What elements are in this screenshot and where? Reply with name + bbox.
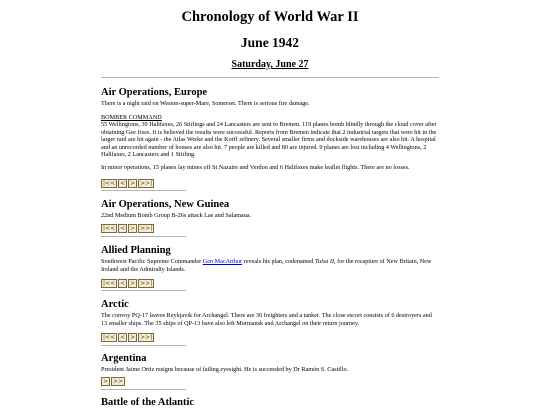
section-heading: Argentina <box>101 353 147 364</box>
nav-last-button[interactable]: >>| <box>140 224 153 232</box>
divider <box>101 389 186 390</box>
nav-row <box>101 179 154 187</box>
nav-prev-button[interactable]: < <box>120 179 126 187</box>
section-intro: Southwest Pacific Supreme Commander Gen MacArthur reveals his plan, codenamed Tulsa II, for the recapture of New Britain, New Ireland and the Admiralty Islands. <box>101 258 432 273</box>
section-intro: There is a night raid on Weston-super-Mare, Somerset. There is serious fire damage. <box>101 100 310 107</box>
nav-first-button[interactable]: |<< <box>103 179 116 187</box>
nav-next-button[interactable]: > <box>130 333 136 341</box>
section-battle-of-the-atlantic <box>101 397 439 410</box>
section-extra: In minor operations, 15 planes lay mines off St Nazaire and Verdon and 6 Halifaxes make leaflet flights. There are no losses. <box>101 163 410 171</box>
nav-row <box>101 224 154 232</box>
section-argentina <box>101 353 439 374</box>
bomber-command-label: BOMBER COMMAND <box>101 113 162 121</box>
section-intro: 22nd Medium Bomb Group B-26s attack Lae and Salamaua. <box>101 212 252 219</box>
nav-row <box>101 279 154 287</box>
section-air-operations-europe <box>101 87 439 171</box>
section-intro: The convoy PQ-17 leaves Reykjavik for Archangel. There are 36 freighters and a tanker. The close escort consists of 6 destroyers and 13 smaller ships. The 35 ships of QP-13 have also left Murmansk and Archangel on their return journey. <box>101 312 432 327</box>
divider <box>101 345 186 346</box>
nav-prev-button[interactable]: < <box>120 333 126 341</box>
section-heading: Allied Planning <box>101 245 171 256</box>
nav-row <box>101 333 154 341</box>
nav-row <box>101 377 125 385</box>
nav-last-button[interactable]: >>| <box>140 279 153 287</box>
nav-prev-button[interactable]: < <box>120 224 126 232</box>
section-heading: Air Operations, Europe <box>101 87 208 98</box>
section-intro: President Jaime Ortiz resigns because of failing eyesight. He is succeeded by Dr Ramón S. Castillo. <box>101 366 349 373</box>
nav-first-button[interactable]: |<< <box>103 224 116 232</box>
divider <box>101 236 186 237</box>
month-title: June 1942 <box>240 35 300 50</box>
divider <box>101 290 186 291</box>
section-body: 55 Wellingtons, 39 Halifaxes, 26 Stirlings and 24 Lancasters are sent to Bremen. 119 planes bomb blindly through the cloud cover after obtaining Gee fixes. It is believed the results were successful. Reports from Bremen indicate that 2 industrial targets that were hit in the larger raid are hit again - the Atlas Werke and the Korff refinery. Several smaller firms and dockside warehouses are also hit. A hospital and an unrecorded number of houses are also hit. 7 people are killed and 80 are injured. 9 planes are lost including 4 Wellingtons, 2 Halifaxes, 2 Lancasters and 1 Stirling. <box>101 121 437 158</box>
page-title: Chronology of World War II <box>181 9 359 25</box>
section-heading: Air Operations, New Guinea <box>101 199 230 210</box>
macarthur-link[interactable]: Gen MacArthur <box>202 258 243 265</box>
divider <box>101 190 186 191</box>
nav-next-button[interactable]: > <box>103 377 109 385</box>
nav-first-button[interactable]: |<< <box>103 279 116 287</box>
section-arctic <box>101 299 439 327</box>
nav-prev-button[interactable]: < <box>120 279 126 287</box>
nav-next-button[interactable]: > <box>130 224 136 232</box>
day-title: Saturday, June 27 <box>231 59 309 70</box>
nav-last-button[interactable]: >> <box>113 377 124 385</box>
nav-last-button[interactable]: >>| <box>140 333 153 341</box>
nav-first-button[interactable]: |<< <box>103 333 116 341</box>
nav-next-button[interactable]: > <box>130 179 136 187</box>
section-heading: Battle of the Atlantic <box>101 397 195 408</box>
section-heading: Arctic <box>101 299 129 310</box>
section-air-operations-new-guinea <box>101 199 439 220</box>
section-allied-planning <box>101 245 439 273</box>
nav-last-button[interactable]: >>| <box>140 179 153 187</box>
nav-next-button[interactable]: > <box>130 279 136 287</box>
divider <box>101 77 439 78</box>
